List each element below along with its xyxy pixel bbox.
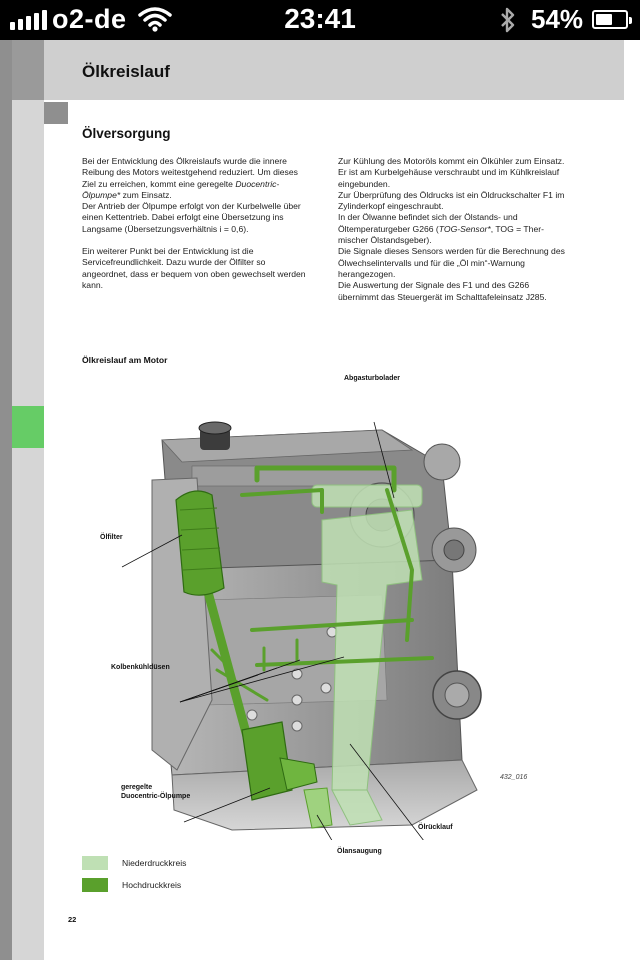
- callout-abgasturbolader: Abgasturbolader: [344, 375, 401, 382]
- left-edge-band: [0, 40, 12, 960]
- clock: 23:41: [284, 3, 356, 34]
- figure-title: Ölkreislauf am Motor: [82, 355, 168, 365]
- oil-filler-cap: [199, 422, 231, 450]
- page-title: Ölkreislauf: [82, 62, 170, 81]
- chapter-marker: [12, 406, 44, 448]
- carrier-name: o2-de: [52, 4, 127, 34]
- left-paragraph-2: Ein weiterer Punkt bei der Entwicklung ist die Servicefreundlichkeit. Dazu wurde der Ölfilter so angeordnet, dass er bequem von oben gewechselt werden kann.: [82, 246, 306, 290]
- engine-illustration: [82, 370, 542, 840]
- legend-swatch-low-pressure: [82, 856, 108, 870]
- callout-kolbenkuehlduesen: Kolbenkühldüsen: [111, 664, 170, 671]
- text-column-left: [82, 156, 312, 302]
- status-bar: [0, 0, 640, 40]
- bluetooth-icon: [498, 6, 518, 34]
- battery-percent: 54%: [531, 4, 584, 34]
- callout-oelruecklauf: Ölrücklauf: [418, 824, 453, 831]
- side-strip-top-block: [12, 40, 44, 100]
- right-paragraph-1: Zur Kühlung des Motoröls kommt ein Ölkühler zum Einsatz. Er ist am Kurbelgehäuse verschraubt und im Kühlkreislauf eingebunden. Zur Überprüfung des Öldrucks ist ein Öldruckschalter F1 im Zylinderkopf eingeschraubt. In der Ölwanne befindet sich der Ölstands- und Öltemperaturgeber G266 (TOG-Sensor*, TOG = Thermischer Ölstandsgeber). Die Signale dieses Sensors werden für die Berechnung des Ölwechselintervalls und für die „Öl min“-Warnung herangezogen. Die Auswertung der Signale des F1 und des G266 übernimmt das Steuergerät im Schalttafeleinsatz J285.: [338, 156, 565, 302]
- left-paragraph-1: Bei der Entwicklung des Ölkreislaufs wurde die innere Reibung des Motors weitestgehend reduziert. Um dieses Ziel zu erreichen, kommt eine geregelte Duocentric-Ölpumpe* zum Einsatz. Der Antrieb der Ölpumpe erfolgt von der Kurbelwelle über einen Kettentrieb. Dabei erfolgt eine Übersetzung ins Langsame (Übersetzungsverhältnis i = 0,6).: [82, 156, 301, 234]
- section-title: Ölversorgung: [82, 126, 171, 141]
- figure-id: 432_016: [500, 774, 528, 781]
- callout-oelansaugung: Ölansaugung: [337, 848, 382, 855]
- page-number: 22: [68, 915, 77, 924]
- belt-pulley: [433, 671, 481, 719]
- legend-label-low-pressure: Niederdruckkreis: [122, 858, 187, 868]
- callout-oelpumpe: geregelte Duocentric-Ölpumpe: [121, 784, 191, 800]
- legend-label-high-pressure: Hochdruckkreis: [122, 880, 182, 890]
- side-strip: [12, 40, 44, 960]
- section-marker: [44, 102, 68, 124]
- battery-icon: [592, 10, 628, 29]
- callout-oelfilter: Ölfilter: [100, 534, 123, 541]
- document-page[interactable]: [0, 40, 640, 960]
- legend-swatch-high-pressure: [82, 878, 108, 892]
- text-column-right: [338, 156, 568, 314]
